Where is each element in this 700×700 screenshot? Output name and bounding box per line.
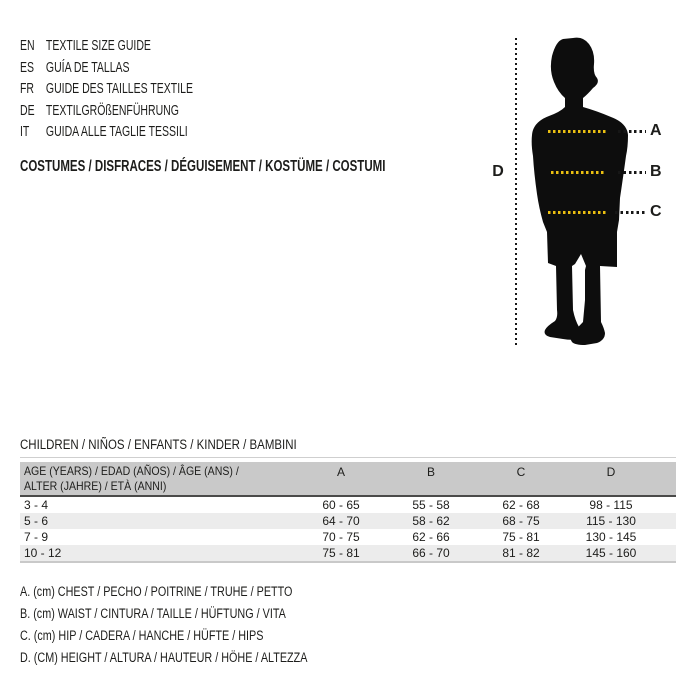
cell-height: 145 - 160 bbox=[585, 546, 637, 560]
language-code: DE bbox=[20, 101, 35, 119]
measure-label-c: C bbox=[650, 203, 662, 220]
legend-line-hip: C. (cm) HIP / CADERA / HANCHE / HÜFTE / HIPS bbox=[20, 628, 264, 643]
cell-age: 3 - 4 bbox=[24, 498, 49, 512]
hip-measure-line bbox=[548, 211, 608, 214]
cell-hip: 68 - 75 bbox=[502, 514, 540, 528]
child-silhouette bbox=[505, 30, 655, 350]
column-header-d: D bbox=[606, 465, 616, 479]
measure-label-b: B bbox=[650, 163, 662, 180]
age-header-line1: AGE (YEARS) / EDAD (AÑOS) / ÂGE (ANS) / bbox=[24, 464, 239, 478]
measurement-figure bbox=[480, 25, 700, 355]
language-code: EN bbox=[20, 37, 35, 54]
legend-line-waist: B. (cm) WAIST / CINTURA / TAILLE / HÜFTUNG / VITA bbox=[20, 606, 286, 621]
cell-age: 10 - 12 bbox=[24, 546, 62, 560]
language-code: ES bbox=[20, 58, 35, 76]
language-code: IT bbox=[20, 123, 30, 140]
cell-waist: 58 - 62 bbox=[412, 514, 450, 528]
table-bottom-rule bbox=[20, 561, 676, 563]
table-header-row bbox=[20, 462, 676, 497]
cell-height: 115 - 130 bbox=[586, 514, 636, 528]
waist-measure-line bbox=[551, 171, 606, 174]
language-row-es bbox=[20, 57, 193, 79]
column-header-a: A bbox=[336, 465, 345, 479]
table-row bbox=[20, 545, 676, 561]
cell-chest: 64 - 70 bbox=[322, 514, 360, 528]
language-label: GUIDA ALLE TAGLIE TESSILI bbox=[45, 123, 188, 140]
language-row-de bbox=[20, 100, 193, 122]
table-top-rule bbox=[20, 457, 676, 458]
cell-hip: 75 - 81 bbox=[502, 530, 540, 544]
size-table bbox=[20, 457, 676, 563]
language-label: TEXTILE SIZE GUIDE bbox=[45, 37, 151, 54]
cell-age: 5 - 6 bbox=[24, 514, 49, 528]
legend-line-height: D. (CM) HEIGHT / ALTURA / HAUTEUR / HÖHE / ALTEZZA bbox=[20, 650, 308, 665]
cell-hip: 62 - 68 bbox=[502, 498, 540, 512]
cell-age: 7 - 9 bbox=[24, 530, 49, 544]
measure-label-a: A bbox=[650, 122, 662, 139]
column-header-b: B bbox=[426, 465, 435, 479]
table-row bbox=[20, 497, 676, 513]
cell-chest: 60 - 65 bbox=[322, 498, 360, 512]
cell-waist: 66 - 70 bbox=[412, 546, 450, 560]
language-guide-list bbox=[20, 35, 267, 143]
cell-height: 98 - 115 bbox=[589, 498, 633, 512]
cell-waist: 55 - 58 bbox=[412, 498, 450, 512]
measurement-legend bbox=[20, 581, 379, 669]
cell-waist: 62 - 66 bbox=[412, 530, 450, 544]
language-row-it bbox=[20, 121, 193, 143]
language-row-fr bbox=[20, 78, 193, 100]
language-label: GUIDE DES TAILLES TEXTILE bbox=[45, 80, 193, 97]
cell-height: 130 - 145 bbox=[585, 530, 637, 544]
hip-connector-dotted-line bbox=[615, 211, 646, 214]
age-column-header bbox=[20, 462, 296, 495]
legend-line-chest: A. (cm) CHEST / PECHO / POITRINE / TRUHE / PETTO bbox=[20, 584, 293, 599]
language-label: TEXTILGRÖßENFÜHRUNG bbox=[45, 101, 179, 119]
language-label: GUÍA DE TALLAS bbox=[45, 58, 130, 76]
waist-connector-dotted-line bbox=[618, 171, 646, 174]
section-title: CHILDREN / NIÑOS / ENFANTS / KINDER / BAMBINI bbox=[20, 437, 297, 452]
table-row bbox=[20, 529, 676, 545]
language-code: FR bbox=[20, 80, 34, 97]
language-row-en bbox=[20, 35, 193, 57]
chest-measure-line bbox=[548, 130, 607, 133]
cell-chest: 70 - 75 bbox=[322, 530, 360, 544]
category-title: COSTUMES / DISFRACES / DÉGUISEMENT / KOSTÜME / COSTUMI bbox=[20, 158, 386, 175]
cell-hip: 81 - 82 bbox=[502, 546, 540, 560]
chest-connector-dotted-line bbox=[618, 130, 646, 133]
measure-label-d: D bbox=[492, 163, 504, 180]
age-header-line2: ALTER (JAHRE) / ETÀ (ANNI) bbox=[24, 479, 167, 493]
cell-chest: 75 - 81 bbox=[322, 546, 360, 560]
column-header-c: C bbox=[516, 465, 526, 479]
table-row bbox=[20, 513, 676, 529]
